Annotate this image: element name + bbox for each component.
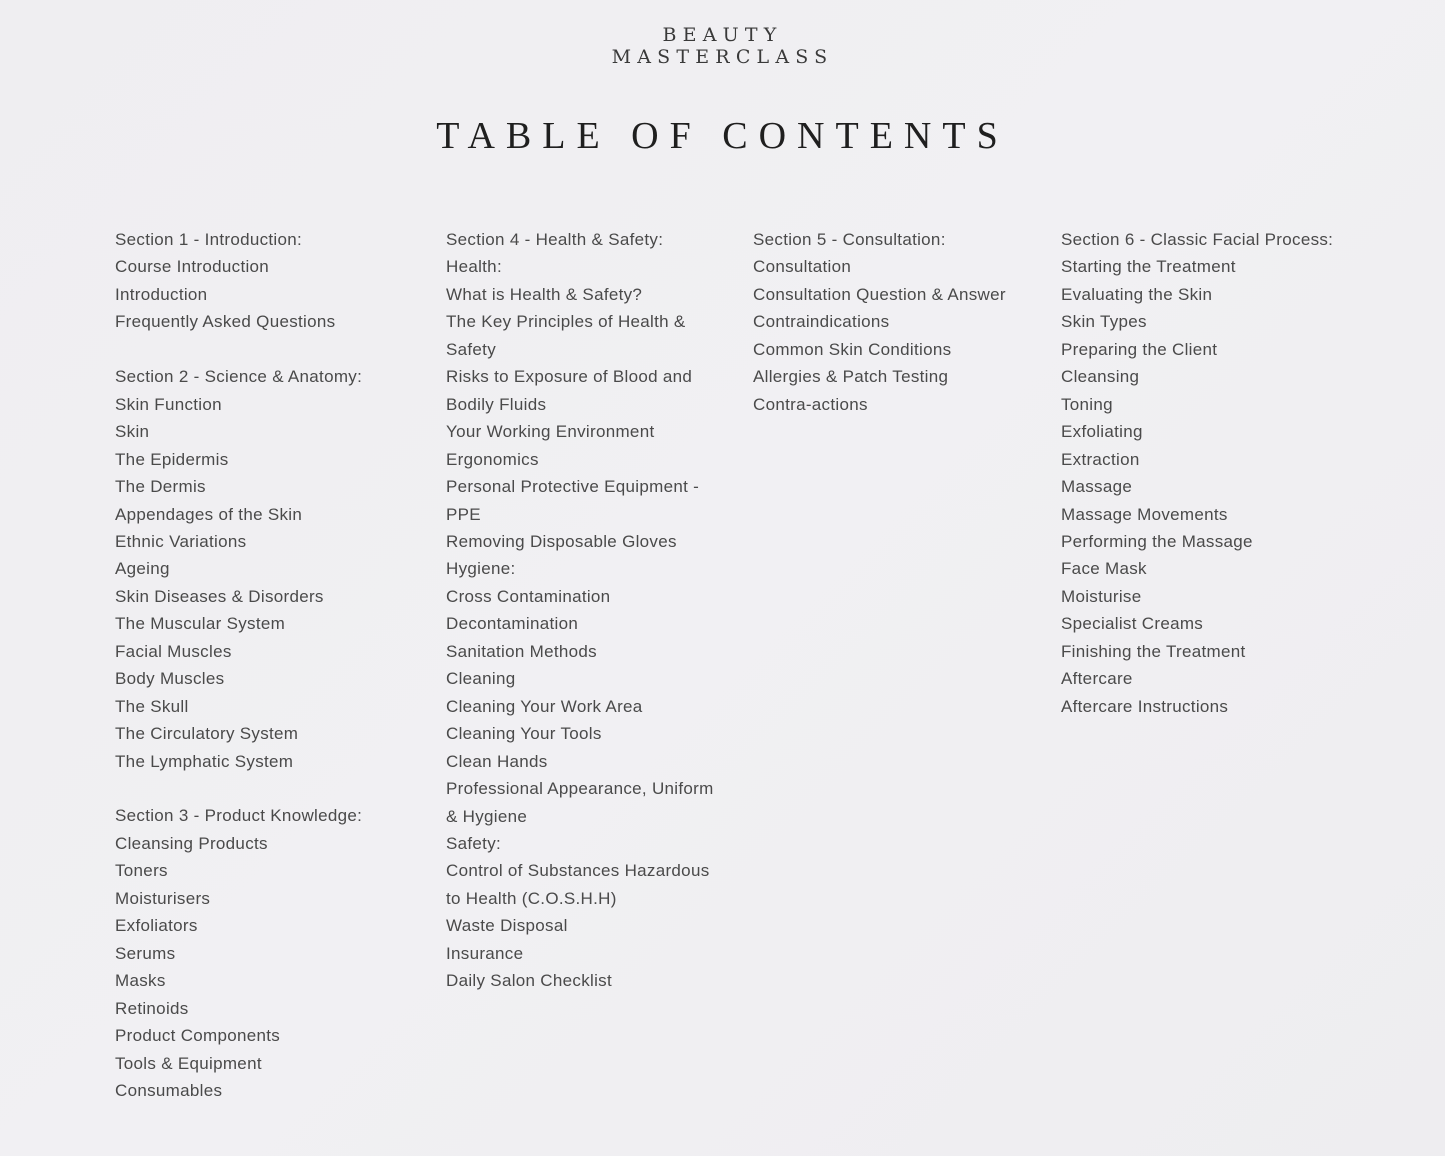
toc-entry: Ergonomics (446, 449, 539, 469)
toc-entry: Health: (446, 257, 502, 277)
toc-entry: Cleaning Your Tools (446, 724, 602, 744)
toc-entry: Body Muscles (115, 669, 225, 689)
brand-logo (0, 24, 1445, 68)
toc-entry: Waste Disposal (446, 916, 568, 936)
toc-entry: Skin Diseases & Disorders (115, 586, 324, 606)
toc-entry: Evaluating the Skin (1061, 284, 1213, 304)
toc-entry: Skin Function (115, 394, 222, 414)
toc-entry: Cleansing Products (115, 833, 268, 853)
toc-entry: What is Health & Safety? (446, 284, 643, 304)
toc-entry: The Skull (115, 696, 189, 716)
toc-entry: Safety (446, 339, 496, 359)
toc-entry: Specialist Creams (1061, 614, 1204, 634)
toc-entry: Toning (1061, 394, 1113, 414)
toc-entry: Consultation (753, 257, 852, 277)
toc-entry: Serums (115, 943, 176, 963)
toc-entry: Skin Types (1061, 312, 1147, 332)
toc-entry: Contraindications (753, 312, 890, 332)
toc-entry: Starting the Treatment (1061, 257, 1236, 277)
toc-entry: Toners (115, 861, 168, 881)
toc-entry: The Muscular System (115, 614, 286, 634)
toc-entry: Course Introduction (115, 257, 270, 277)
toc-entry: Safety: (446, 833, 502, 853)
page-title: TABLE OF CONTENTS (436, 115, 1009, 157)
toc-entry: Consultation Question & Answer (753, 284, 1006, 304)
toc-column-4 (1061, 226, 1333, 720)
toc-entry: & Hygiene (446, 806, 528, 826)
section-heading: Section 3 - Product Knowledge: (115, 806, 363, 826)
toc-column-1 (115, 226, 362, 1104)
toc-entry: Appendages of the Skin (115, 504, 303, 524)
toc-entry: Exfoliating (1061, 422, 1143, 442)
toc-entry: Tools & Equipment (115, 1053, 262, 1073)
toc-entry: Finishing the Treatment (1061, 641, 1246, 661)
toc-entry: Professional Appearance, Uniform (446, 779, 714, 799)
toc-entry: Exfoliators (115, 916, 198, 936)
toc-entry: Performing the Massage (1061, 531, 1253, 551)
toc-entry: Aftercare Instructions (1061, 696, 1229, 716)
toc-entry: to Health (C.O.S.H.H) (446, 888, 617, 908)
toc-entry: Ethnic Variations (115, 531, 247, 551)
section-heading: Section 4 - Health & Safety: (446, 230, 664, 249)
toc-entry: Introduction (115, 284, 208, 304)
toc-entry: Frequently Asked Questions (115, 312, 336, 332)
toc-entry: Common Skin Conditions (753, 339, 952, 359)
section-heading: Section 6 - Classic Facial Process: (1061, 230, 1334, 249)
toc-entry: Cross Contamination (446, 586, 611, 606)
toc-entry: Moisturise (1061, 586, 1142, 606)
section-spacer (115, 336, 362, 363)
toc-entry: Consumables (115, 1081, 223, 1101)
toc-entry: The Epidermis (115, 449, 229, 469)
toc-entry: Facial Muscles (115, 641, 232, 661)
toc-entry: Retinoids (115, 998, 189, 1018)
toc-entry: Risks to Exposure of Blood and (446, 367, 693, 387)
toc-entry: Allergies & Patch Testing (753, 367, 949, 387)
toc-entry: Hygiene: (446, 559, 516, 579)
toc-entry: Daily Salon Checklist (446, 971, 612, 991)
brand-line-2: MASTERCLASS (611, 46, 834, 68)
toc-entry: Sanitation Methods (446, 641, 597, 661)
toc-entry: The Circulatory System (115, 724, 299, 744)
section-heading: Section 5 - Consultation: (753, 230, 946, 249)
toc-entry: The Key Principles of Health & (446, 312, 686, 332)
toc-column-3 (753, 226, 1006, 418)
toc-entry: Your Working Environment (446, 422, 655, 442)
toc-entry: PPE (446, 504, 481, 524)
section-spacer (115, 775, 362, 802)
section-heading: Section 1 - Introduction: (115, 230, 303, 249)
toc-entry: Moisturisers (115, 888, 211, 908)
toc-column-2 (446, 226, 714, 995)
toc-entry: Personal Protective Equipment - (446, 477, 700, 497)
toc-entry: Masks (115, 971, 166, 991)
toc-entry: Skin (115, 422, 150, 442)
toc-entry: Ageing (115, 559, 170, 579)
toc-entry: The Dermis (115, 477, 206, 497)
toc-entry: Clean Hands (446, 751, 548, 771)
toc-entry: Product Components (115, 1026, 281, 1046)
toc-entry: Face Mask (1061, 559, 1147, 579)
toc-entry: Contra-actions (753, 394, 868, 414)
section-heading: Section 2 - Science & Anatomy: (115, 367, 363, 387)
toc-entry: Insurance (446, 943, 524, 963)
toc-entry: Preparing the Client (1061, 339, 1218, 359)
toc-entry: Cleaning (446, 669, 516, 689)
toc-entry: Massage (1061, 477, 1133, 497)
toc-entry: Cleansing (1061, 367, 1140, 387)
brand-line-1: BEAUTY (662, 24, 783, 46)
toc-entry: Extraction (1061, 449, 1140, 469)
toc-entry: Massage Movements (1061, 504, 1228, 524)
toc-entry: Cleaning Your Work Area (446, 696, 643, 716)
toc-entry: Bodily Fluids (446, 394, 547, 414)
toc-entry: Removing Disposable Gloves (446, 531, 677, 551)
toc-entry: Aftercare (1061, 669, 1133, 689)
toc-entry: Decontamination (446, 614, 579, 634)
toc-entry: Control of Substances Hazardous (446, 861, 710, 881)
toc-entry: The Lymphatic System (115, 751, 294, 771)
